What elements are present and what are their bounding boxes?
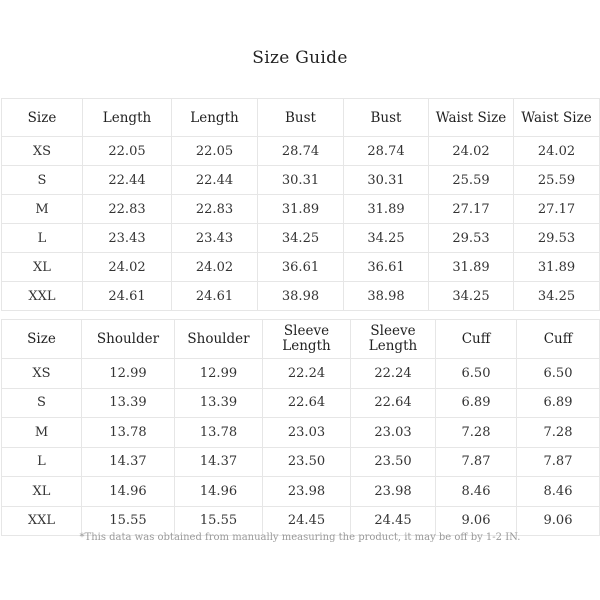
table-cell: 34.25 (344, 224, 429, 253)
table-cell: 14.96 (175, 477, 263, 507)
table-cell: 36.61 (258, 253, 344, 282)
column-header: Cuff (436, 320, 517, 359)
column-header: Length (83, 99, 172, 137)
table-cell: 25.59 (429, 166, 514, 195)
table-cell: 9.06 (436, 506, 517, 536)
table-cell: 23.50 (351, 447, 436, 477)
table-cell: XL (2, 477, 82, 507)
table-cell: 30.31 (258, 166, 344, 195)
table-row (2, 388, 600, 418)
table-cell: 23.98 (351, 477, 436, 507)
table-cell: 6.89 (517, 388, 600, 418)
table-cell: 31.89 (514, 253, 600, 282)
table-cell: 8.46 (517, 477, 600, 507)
table-cell: 34.25 (514, 282, 600, 311)
table-cell: 6.50 (517, 359, 600, 389)
table-cell: 8.46 (436, 477, 517, 507)
table-cell: 25.59 (514, 166, 600, 195)
table-cell: 30.31 (344, 166, 429, 195)
table-cell: 14.37 (82, 447, 175, 477)
table-cell: 22.64 (351, 388, 436, 418)
table-cell: L (2, 447, 82, 477)
table-cell: 13.39 (82, 388, 175, 418)
table-cell: 31.89 (344, 195, 429, 224)
table-cell: 12.99 (175, 359, 263, 389)
table-cell: 22.24 (351, 359, 436, 389)
table-cell: 6.89 (436, 388, 517, 418)
column-header: Shoulder (175, 320, 263, 359)
column-header: Sleeve Length (351, 320, 436, 359)
table-cell: 22.64 (263, 388, 351, 418)
size-table-upper-measurements (1, 319, 600, 536)
table-row (2, 477, 600, 507)
table-cell: 23.03 (351, 418, 436, 448)
column-header: Bust (258, 99, 344, 137)
table-cell: 22.05 (83, 137, 172, 166)
table-cell: 13.78 (82, 418, 175, 448)
table-row (2, 166, 600, 195)
table-cell: 28.74 (344, 137, 429, 166)
table-cell: XS (2, 137, 83, 166)
table-cell: S (2, 388, 82, 418)
table-cell: XS (2, 359, 82, 389)
table-cell: 24.61 (83, 282, 172, 311)
table-cell: 7.87 (436, 447, 517, 477)
column-header: Sleeve Length (263, 320, 351, 359)
table-cell: 36.61 (344, 253, 429, 282)
table-cell: 22.24 (263, 359, 351, 389)
table-cell: 31.89 (258, 195, 344, 224)
column-header: Waist Size (429, 99, 514, 137)
table-cell: 22.44 (83, 166, 172, 195)
table-cell: 22.83 (83, 195, 172, 224)
table-header-row (2, 320, 600, 359)
table-cell: 31.89 (429, 253, 514, 282)
table-cell: 23.98 (263, 477, 351, 507)
table-cell: 24.02 (514, 137, 600, 166)
table-cell: 27.17 (514, 195, 600, 224)
table-cell: 13.39 (175, 388, 263, 418)
table-cell: 38.98 (344, 282, 429, 311)
table-cell: 7.87 (517, 447, 600, 477)
table-cell: 7.28 (436, 418, 517, 448)
page-title: Size Guide (252, 48, 348, 68)
table-cell: 34.25 (258, 224, 344, 253)
table-row (2, 137, 600, 166)
table-cell: 7.28 (517, 418, 600, 448)
table-row (2, 253, 600, 282)
table-cell: 22.44 (172, 166, 258, 195)
table-cell: L (2, 224, 83, 253)
table-row (2, 282, 600, 311)
size-table-body-measurements (1, 98, 600, 311)
table-cell: M (2, 195, 83, 224)
column-header: Shoulder (82, 320, 175, 359)
table-cell: 34.25 (429, 282, 514, 311)
column-header: Waist Size (514, 99, 600, 137)
table-row (2, 224, 600, 253)
table-row (2, 418, 600, 448)
table-cell: 6.50 (436, 359, 517, 389)
table-cell: 9.06 (517, 506, 600, 536)
table-header-row (2, 99, 600, 137)
table-cell: M (2, 418, 82, 448)
table-cell: 22.05 (172, 137, 258, 166)
table-cell: 15.55 (82, 506, 175, 536)
table-cell: 24.45 (351, 506, 436, 536)
table-cell: 27.17 (429, 195, 514, 224)
table-cell: 23.50 (263, 447, 351, 477)
column-header: Bust (344, 99, 429, 137)
table-cell: 24.02 (83, 253, 172, 282)
column-header: Length (172, 99, 258, 137)
table-cell: 24.61 (172, 282, 258, 311)
table-cell: XXL (2, 506, 82, 536)
table-cell: 12.99 (82, 359, 175, 389)
table-cell: XXL (2, 282, 83, 311)
table-cell: 23.03 (263, 418, 351, 448)
table-cell: 14.96 (82, 477, 175, 507)
table-cell: 13.78 (175, 418, 263, 448)
table-cell: 15.55 (175, 506, 263, 536)
table-cell: 22.83 (172, 195, 258, 224)
table-row (2, 359, 600, 389)
table-cell: 38.98 (258, 282, 344, 311)
table-cell: 24.02 (172, 253, 258, 282)
table-cell: 24.02 (429, 137, 514, 166)
table-cell: 29.53 (429, 224, 514, 253)
table-cell: 14.37 (175, 447, 263, 477)
table-cell: 28.74 (258, 137, 344, 166)
table-cell: S (2, 166, 83, 195)
table-cell: 24.45 (263, 506, 351, 536)
table-cell: 29.53 (514, 224, 600, 253)
column-header: Size (2, 99, 83, 137)
table-cell: 23.43 (172, 224, 258, 253)
table-row (2, 195, 600, 224)
column-header: Size (2, 320, 82, 359)
table-row (2, 447, 600, 477)
table-cell: XL (2, 253, 83, 282)
measurement-disclaimer: *This data was obtained from manually measuring the product, it may be off by 1-2 IN. (79, 532, 521, 543)
table-cell: 23.43 (83, 224, 172, 253)
column-header: Cuff (517, 320, 600, 359)
